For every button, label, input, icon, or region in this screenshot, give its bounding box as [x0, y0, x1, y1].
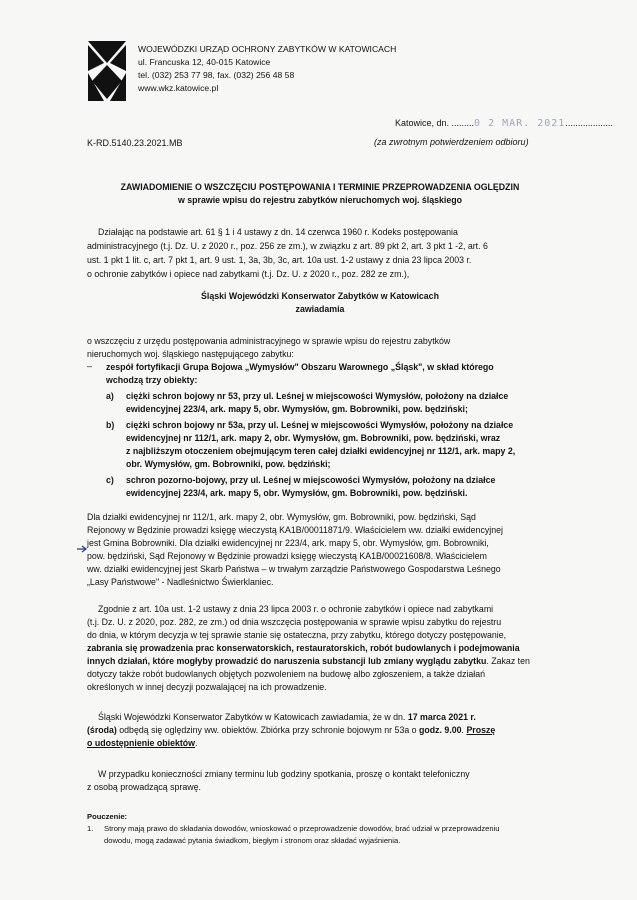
delivery-note: (za zwrotnym potwierdzeniem odbioru): [374, 137, 529, 147]
margin-arrow-icon: [77, 545, 87, 553]
legal-basis-line-2: administracyjnego (t.j. Dz. U. z 2020 r., poz. 256 ze zm.), w związku z art. 89 pkt 2, art. 3 pkt 1 -2, art. 6: [87, 241, 488, 251]
notice-line-2: nieruchomych woj. śląskiego następującego zabytku:: [87, 349, 294, 359]
protection-line-6: dotyczy także robót budowlanych objętych pozwoleniem na budowę albo zgłoszeniem, a także działań: [87, 669, 486, 679]
protection-prohibition-line-1: zabrania się prowadzenia prac konserwatorskich, restauratorskich, robót budowlanych i podejmowania: [87, 643, 520, 653]
inspection-time: godz. 9.00: [419, 725, 462, 735]
protection-line-3: do dnia, w którym decyzja w tej sprawie stanie się ostateczna, przy zabytku, którego dotyczy postępowanie,: [87, 630, 507, 640]
legal-basis-line-1: Działając na podstawie art. 61 § 1 i 4 ustawy z dn. 14 czerwca 1960 r. Kodeks postępowania: [98, 227, 458, 237]
inspection-date: 17 marca 2021 r.: [407, 712, 476, 722]
access-request-1: Proszę: [466, 725, 496, 735]
office-name: WOJEWÓDZKI URZĄD OCHRONY ZABYTKÓW W KATOWICACH: [138, 44, 397, 54]
date-stamp: 0 2 MAR. 2021: [474, 118, 566, 129]
protection-line-2: (t.j. Dz. U. z 2020, poz. 282, ze zm.) od dnia wszczęcia postępowania w sprawie wpisu zabytku do rejestru: [87, 617, 502, 627]
inspection-line-3: [87, 737, 553, 750]
protection-line-1: Zgodnie z art. 10a ust. 1-2 ustawy z dnia 23 lipca 2003 r. o ochronie zabytków i opiece nad zabytkami: [98, 604, 494, 614]
office-address: ul. Francuska 12, 40-015 Katowice: [138, 57, 271, 67]
instruction-line-2: dowodu, mogą zadawać pytania świadkom, biegłym i stronom oraz składać wyjaśnienia.: [104, 836, 401, 845]
object-c-marker: c): [106, 475, 114, 485]
parcels-line-5: ww. działki ewidencyjnej jest Skarb Państwa – w trwałym zarządzie Państwowego Gospodarstwa Leśnego: [87, 564, 501, 574]
instruction-line-1: Strony mają prawo do składania dowodów, wnioskować o przeprowadzenie dowodów, brać udział w przeprowadzeniu: [104, 824, 500, 833]
inspection-dot: .: [461, 725, 467, 735]
monument-complex-line-2: wchodzą trzy obiekty:: [106, 375, 198, 385]
office-website[interactable]: www.wkz.katowice.pl: [138, 83, 219, 93]
protection-line-5: [87, 655, 553, 668]
legal-basis-line-3: ust. 1 pkt 1 lit. c, art. 7 pkt 1, art. 9 ust. 1, 3a, 3b, 3c, art. 10a ust. 1-2 ustawy z dnia 23 lipca 2003 r.: [87, 255, 472, 265]
date-dots-before: .........: [451, 118, 475, 128]
object-a-line-1: ciężki schron bojowy nr 53, przy ul. Leśnej w miejscowości Wymysłów, położony na działce: [126, 391, 509, 401]
date-line: [395, 118, 613, 129]
monument-complex-line-1: zespół fortyfikacji Grupa Bojowa „Wymysłów" Obszaru Warownego „Śląsk", w skład którego: [106, 362, 494, 372]
object-a-marker: a): [106, 391, 114, 401]
document-subtitle: w sprawie wpisu do rejestru zabytków nieruchomych woj. śląskiego: [177, 195, 463, 205]
instruction-marker: 1.: [87, 824, 94, 833]
protection-line-7: określonych w innej decyzji pozwalającej na ich prowadzenie.: [87, 682, 327, 692]
inspection-line-1: [98, 711, 553, 724]
date-dots-after: ...................: [565, 118, 613, 128]
object-a-line-2: ewidencyjnej 223/4, ark. mapy 5, obr. Wymysłów, gm. Bobrowniki, pow. będziński;: [126, 404, 468, 414]
contact-line-2: z osobą prowadzącą sprawę.: [87, 782, 201, 792]
legal-basis-line-4: o ochronie zabytków i opiece nad zabytkami (t.j. Dz. U. z 2020 r., poz. 282 ze zm.),: [87, 269, 410, 279]
parcels-line-3: jest Gmina Bobrowniki. Dla działki ewidencyjnej nr 223/4, ark. mapy 5, obr. Wymysłów, gm. Bobrowniki,: [87, 538, 489, 548]
authority-name: Śląski Wojewódzki Konserwator Zabytków w Katowicach: [201, 291, 439, 301]
document-title: ZAWIADOMIENIE O WSZCZĘCIU POSTĘPOWANIA I TERMINIE PRZEPROWADZENIA OGLĘDZIN: [120, 182, 520, 192]
access-request-2: o udostępnienie obiektów: [87, 738, 196, 748]
voivodeship-office-logo: [88, 41, 126, 101]
inspection-line-2: [87, 724, 553, 737]
parcels-line-1: Dla działki ewidencyjnej nr 112/1, ark. mapy 2, obr. Wymysłów, gm. Bobrowniki, pow. będziński, Sąd: [87, 512, 476, 522]
object-b-line-1: ciężki schron bojowy nr 53a, przy ul. Leśnej w miejscowości Wymysłów, położony na działce: [126, 420, 514, 430]
object-b-line-3: z najbliższym otoczeniem obejmującym teren całej działki ewidencyjnej nr 112/1, ark. mapy 2,: [126, 446, 516, 456]
object-b-marker: b): [106, 420, 115, 430]
object-b-line-2: ewidencyjnej nr 112/1, ark. mapy 2, obr. Wymysłów, gm. Bobrowniki, pow. będziński, wraz: [126, 433, 501, 443]
parcels-line-6: „Lasy Państwowe" - Nadleśnictwo Świerklaniec.: [87, 577, 274, 587]
office-phone: tel. (032) 253 77 98, fax. (032) 256 48 58: [138, 70, 295, 80]
authority-action: zawiadamia: [295, 304, 345, 314]
parcels-line-4: pow. będziński, Sąd Rejonowy w Będzinie prowadzi księgę wieczystą KA1B/00021608/8. Właścicielem: [87, 551, 487, 561]
object-b-line-4: obr. Wymysłów, gm. Bobrowniki, pow. będziński;: [126, 459, 331, 469]
inspection-text-2: odbędą się oględziny ww. obiektów. Zbiórka przy schronie bojowym nr 53a o: [116, 725, 420, 735]
object-c-line-2: ewidencyjnej 223/4, ark. mapy 5, obr. Wymysłów, gm. Bobrowniki, pow. będziński.: [126, 488, 468, 498]
protection-line-5-rest: . Zakaz ten: [486, 656, 530, 666]
list-dash: –: [87, 361, 93, 371]
access-request-dot: .: [195, 738, 198, 748]
parcels-line-2: Rejonowy w Będzinie prowadzi księgę wieczystą KA1B/00011871/9. Właścicielem ww. działki ewidencyjnej: [87, 525, 503, 535]
date-prefix: Katowice, dn.: [395, 118, 452, 128]
inspection-weekday: (środa): [87, 725, 117, 735]
protection-prohibition-line-2: innych działań, które mogłyby prowadzić do naruszenia substancji lub zmiany wyglądu zabytku: [87, 656, 487, 666]
contact-line-1: W przypadku konieczności zmiany terminu lub godziny spotkania, proszę o kontakt telefoniczny: [98, 769, 470, 779]
object-c-line-1: schron pozorno-bojowy, przy ul. Leśnej w miejscowości Wymysłów, położony na działce: [126, 475, 496, 485]
instruction-heading: Pouczenie:: [87, 812, 128, 821]
inspection-text-1: Śląski Wojewódzki Konserwator Zabytków w Katowicach zawiadamia, że w dn.: [98, 712, 408, 722]
case-reference: K-RD.5140.23.2021.MB: [87, 138, 183, 148]
notice-line-1: o wszczęciu z urzędu postępowania administracyjnego w sprawie wpisu do rejestru zabytków: [87, 336, 451, 346]
